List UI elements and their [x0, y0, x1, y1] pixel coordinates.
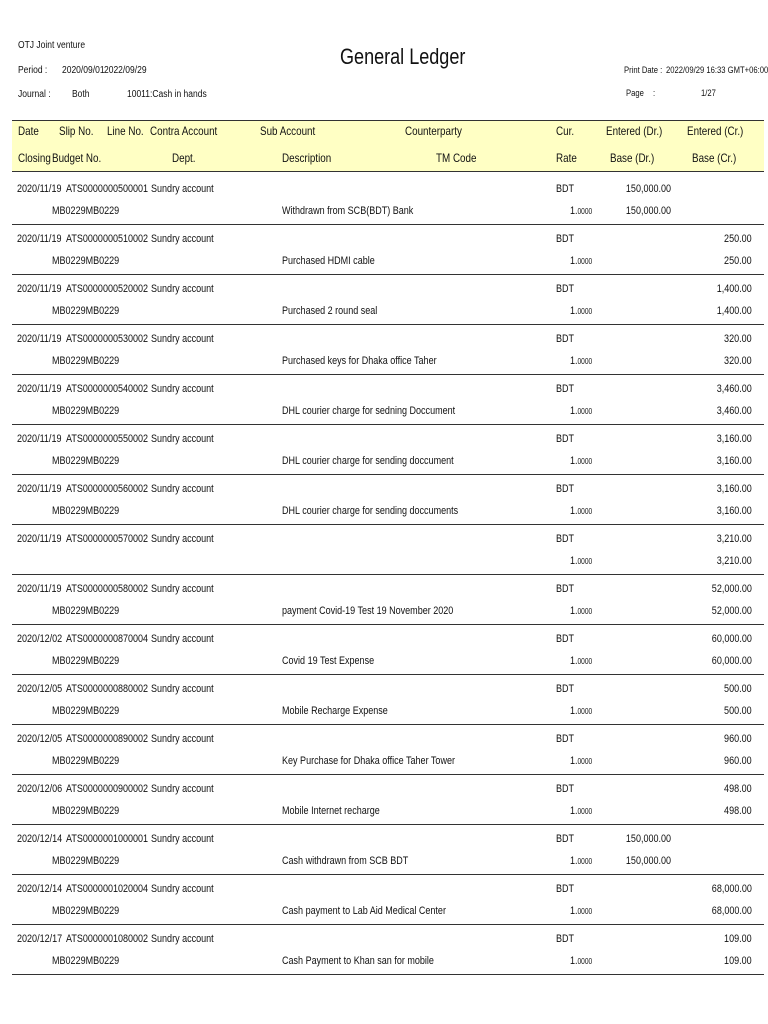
entry-line-no: 0004: [128, 883, 149, 895]
entry-currency: BDT: [556, 633, 575, 645]
entry-rate: [570, 355, 592, 367]
entry-line-no: 0001: [128, 183, 149, 195]
entry-date: 2020/12/17: [17, 933, 63, 945]
entry-rate-dec: 0000: [577, 707, 593, 716]
entry-date: 2020/12/14: [17, 883, 63, 895]
entry-entered-dr: 150,000.00: [625, 833, 671, 845]
col-line-no: Line No.: [107, 124, 144, 138]
entry-currency: BDT: [556, 383, 575, 395]
entry-slip-no: ATS000000102: [66, 883, 129, 895]
entry-description: Cash payment to Lab Aid Medical Center: [282, 905, 446, 917]
entry-budget-no: MB0229MB0229: [52, 805, 120, 817]
entry-rate: [570, 305, 592, 317]
entry-slip-no: ATS000000054: [66, 383, 129, 395]
entry-entered-cr: 60,000.00: [711, 633, 752, 645]
entry-base-cr: 500.00: [724, 705, 752, 717]
entry-rate-int: 1.: [570, 755, 578, 767]
entry-slip-no: ATS000000050: [66, 183, 129, 195]
entry-budget-no: MB0229MB0229: [52, 605, 120, 617]
entry-base-cr: 3,210.00: [716, 555, 752, 567]
page-number: 1/27: [701, 88, 716, 98]
entry-line-no: 0002: [128, 283, 149, 295]
row-divider: [12, 324, 764, 325]
entry-contra-account: Sundry account: [151, 433, 214, 445]
print-date-value: 2022/09/29 16:33 GMT+06:00: [666, 65, 768, 75]
col-closing: Closing: [18, 151, 51, 165]
col-base-cr: Base (Cr.): [692, 151, 737, 165]
entry-base-cr: 52,000.00: [711, 605, 752, 617]
entry-date: 2020/11/19: [17, 333, 62, 345]
entry-rate: [570, 905, 592, 917]
entry-description: Purchased 2 round seal: [282, 305, 378, 317]
entry-contra-account: Sundry account: [151, 483, 214, 495]
entry-base-dr: 150,000.00: [625, 855, 671, 867]
entry-contra-account: Sundry account: [151, 583, 214, 595]
entry-contra-account: Sundry account: [151, 383, 214, 395]
entry-contra-account: Sundry account: [151, 683, 214, 695]
entry-budget-no: MB0229MB0229: [52, 855, 120, 867]
col-sub-account: Sub Account: [260, 124, 316, 138]
entry-entered-cr: 3,460.00: [716, 383, 752, 395]
entry-rate: [570, 755, 592, 767]
entry-description: Mobile Internet recharge: [282, 805, 380, 817]
entry-budget-no: MB0229MB0229: [52, 955, 120, 967]
entry-entered-cr: 3,160.00: [716, 483, 752, 495]
entry-slip-no: ATS000000100: [66, 833, 129, 845]
entry-date: 2020/11/19: [17, 433, 62, 445]
entry-rate-int: 1.: [570, 705, 578, 717]
row-divider: [12, 774, 764, 775]
entry-entered-cr: 960.00: [724, 733, 752, 745]
journal-value: Both: [72, 89, 90, 100]
entry-rate-dec: 0000: [577, 207, 593, 216]
entry-rate-int: 1.: [570, 905, 578, 917]
entry-contra-account: Sundry account: [151, 533, 214, 545]
entry-description: Cash Payment to Khan san for mobile: [282, 955, 434, 967]
entry-slip-no: ATS000000058: [66, 583, 129, 595]
entry-budget-no: MB0229MB0229: [52, 205, 120, 217]
entry-date: 2020/11/19: [17, 583, 62, 595]
entry-date: 2020/11/19: [17, 283, 62, 295]
entry-base-cr: 60,000.00: [711, 655, 752, 667]
entry-line-no: 0001: [128, 833, 149, 845]
row-divider: [12, 224, 764, 225]
entry-date: 2020/11/19: [17, 533, 62, 545]
entry-contra-account: Sundry account: [151, 283, 214, 295]
entry-line-no: 0002: [128, 583, 149, 595]
entry-currency: BDT: [556, 933, 575, 945]
entry-date: 2020/12/14: [17, 833, 63, 845]
entry-line-no: 0002: [128, 783, 149, 795]
entry-rate-dec: 0000: [577, 607, 593, 616]
entry-entered-cr: 109.00: [724, 933, 752, 945]
entry-line-no: 0002: [128, 433, 149, 445]
entry-currency: BDT: [556, 533, 575, 545]
entry-rate-int: 1.: [570, 805, 578, 817]
entry-rate-int: 1.: [570, 405, 578, 417]
entry-date: 2020/11/19: [17, 383, 62, 395]
entry-currency: BDT: [556, 783, 575, 795]
entry-currency: BDT: [556, 733, 575, 745]
entry-line-no: 0004: [128, 633, 149, 645]
entry-rate-int: 1.: [570, 205, 578, 217]
entry-currency: BDT: [556, 183, 575, 195]
entry-rate: [570, 505, 592, 517]
entry-rate-dec: 0000: [577, 857, 593, 866]
entry-entered-cr: 3,160.00: [716, 433, 752, 445]
entry-base-cr: 1,400.00: [716, 305, 752, 317]
entry-line-no: 0002: [128, 683, 149, 695]
entry-entered-cr: 250.00: [724, 233, 752, 245]
entry-currency: BDT: [556, 433, 575, 445]
entry-budget-no: MB0229MB0229: [52, 705, 120, 717]
journal-label: Journal :: [18, 89, 51, 100]
entry-budget-no: MB0229MB0229: [52, 355, 120, 367]
entry-description: Covid 19 Test Expense: [282, 655, 375, 667]
entry-base-cr: 3,460.00: [716, 405, 752, 417]
entry-date: 2020/11/19: [17, 183, 62, 195]
row-divider: [12, 624, 764, 625]
entry-entered-cr: 320.00: [724, 333, 752, 345]
entry-slip-no: ATS000000057: [66, 533, 129, 545]
col-rate: Rate: [556, 151, 577, 165]
entry-entered-cr: 3,210.00: [716, 533, 752, 545]
entry-budget-no: MB0229MB0229: [52, 505, 120, 517]
entry-rate-int: 1.: [570, 955, 578, 967]
entry-rate: [570, 255, 592, 267]
entry-base-cr: 960.00: [724, 755, 752, 767]
entry-rate-int: 1.: [570, 855, 578, 867]
entry-currency: BDT: [556, 683, 575, 695]
col-currency: Cur.: [556, 124, 575, 138]
entry-rate-dec: 0000: [577, 507, 593, 516]
entry-description: DHL courier charge for sedning Doccument: [282, 405, 456, 417]
col-entered-cr: Entered (Cr.): [687, 124, 744, 138]
period-to: 2022/09/29: [104, 65, 147, 76]
entry-base-cr: 109.00: [724, 955, 752, 967]
entry-budget-no: MB0229MB0229: [52, 655, 120, 667]
col-tm-code: TM Code: [436, 151, 477, 165]
entry-contra-account: Sundry account: [151, 733, 214, 745]
entry-description: DHL courier charge for sending doccument: [282, 455, 454, 467]
entry-description: Mobile Recharge Expense: [282, 705, 388, 717]
entry-line-no: 0002: [128, 383, 149, 395]
entry-base-cr: 68,000.00: [711, 905, 752, 917]
entry-line-no: 0002: [128, 733, 149, 745]
entry-entered-dr: 150,000.00: [625, 183, 671, 195]
entry-base-cr: 3,160.00: [716, 505, 752, 517]
entry-description: Cash withdrawn from SCB BDT: [282, 855, 409, 867]
row-divider: [12, 574, 764, 575]
entry-description: DHL courier charge for sending doccuments: [282, 505, 459, 517]
entry-contra-account: Sundry account: [151, 933, 214, 945]
entry-base-dr: 150,000.00: [625, 205, 671, 217]
entry-rate: [570, 805, 592, 817]
entry-currency: BDT: [556, 833, 575, 845]
entry-currency: BDT: [556, 333, 575, 345]
col-dept: Dept.: [172, 151, 196, 165]
entry-entered-cr: 68,000.00: [711, 883, 752, 895]
entry-description: Purchased HDMI cable: [282, 255, 375, 267]
entry-slip-no: ATS000000087: [66, 633, 129, 645]
print-date-label: Print Date :: [624, 65, 663, 75]
entry-slip-no: ATS000000108: [66, 933, 129, 945]
entry-rate-dec: 0000: [577, 807, 593, 816]
entry-budget-no: MB0229MB0229: [52, 755, 120, 767]
entry-rate-dec: 0000: [577, 457, 593, 466]
entry-line-no: 0002: [128, 333, 149, 345]
entry-rate: [570, 955, 592, 967]
entry-slip-no: ATS000000056: [66, 483, 129, 495]
entry-currency: BDT: [556, 883, 575, 895]
row-divider: [12, 874, 764, 875]
entry-rate-dec: 0000: [577, 957, 593, 966]
entry-slip-no: ATS000000089: [66, 733, 129, 745]
entry-base-cr: 498.00: [724, 805, 752, 817]
entry-slip-no: ATS000000051: [66, 233, 129, 245]
entry-slip-no: ATS000000053: [66, 333, 129, 345]
entry-line-no: 0002: [128, 233, 149, 245]
entry-line-no: 0002: [128, 533, 149, 545]
entry-rate-int: 1.: [570, 255, 578, 267]
entry-rate-dec: 0000: [577, 557, 593, 566]
period-label: Period :: [18, 65, 48, 76]
col-budget-no: Budget No.: [52, 151, 102, 165]
entry-rate-int: 1.: [570, 505, 578, 517]
entry-slip-no: ATS000000088: [66, 683, 129, 695]
col-entered-dr: Entered (Dr.): [606, 124, 663, 138]
entry-date: 2020/12/06: [17, 783, 63, 795]
entry-budget-no: MB0229MB0229: [52, 405, 120, 417]
row-divider: [12, 824, 764, 825]
entry-entered-cr: 52,000.00: [711, 583, 752, 595]
entry-date: 2020/11/19: [17, 233, 62, 245]
col-counterparty: Counterparty: [405, 124, 462, 138]
entry-date: 2020/11/19: [17, 483, 62, 495]
entry-contra-account: Sundry account: [151, 833, 214, 845]
row-divider: [12, 724, 764, 725]
entry-budget-no: MB0229MB0229: [52, 455, 120, 467]
entry-budget-no: MB0229MB0229: [52, 255, 120, 267]
entry-currency: BDT: [556, 483, 575, 495]
entry-rate-dec: 0000: [577, 257, 593, 266]
entry-rate: [570, 205, 592, 217]
entry-entered-cr: 500.00: [724, 683, 752, 695]
page-colon: :: [653, 88, 656, 98]
entry-base-cr: 250.00: [724, 255, 752, 267]
entry-rate-dec: 0000: [577, 757, 593, 766]
entry-currency: BDT: [556, 583, 575, 595]
row-divider: [12, 274, 764, 275]
entry-date: 2020/12/02: [17, 633, 63, 645]
col-contra-account: Contra Account: [150, 124, 218, 138]
report-title: General Ledger: [340, 44, 466, 69]
entry-currency: BDT: [556, 233, 575, 245]
row-divider: [12, 424, 764, 425]
entry-contra-account: Sundry account: [151, 783, 214, 795]
entry-entered-cr: 498.00: [724, 783, 752, 795]
row-divider: [12, 974, 764, 975]
entry-rate-int: 1.: [570, 655, 578, 667]
entry-currency: BDT: [556, 283, 575, 295]
entry-rate: [570, 455, 592, 467]
row-divider: [12, 374, 764, 375]
entry-date: 2020/12/05: [17, 733, 63, 745]
entry-rate-int: 1.: [570, 305, 578, 317]
entry-date: 2020/12/05: [17, 683, 63, 695]
entry-contra-account: Sundry account: [151, 233, 214, 245]
entry-contra-account: Sundry account: [151, 333, 214, 345]
entry-line-no: 0002: [128, 483, 149, 495]
col-date: Date: [18, 124, 39, 138]
entry-description: Key Purchase for Dhaka office Taher Tower: [282, 755, 455, 767]
entry-rate: [570, 705, 592, 717]
entry-slip-no: ATS000000052: [66, 283, 129, 295]
col-slip-no: Slip No.: [59, 124, 94, 138]
entry-rate: [570, 405, 592, 417]
entry-rate-int: 1.: [570, 355, 578, 367]
entry-base-cr: 3,160.00: [716, 455, 752, 467]
entry-rate-dec: 0000: [577, 907, 593, 916]
entry-contra-account: Sundry account: [151, 183, 214, 195]
entry-rate-int: 1.: [570, 605, 578, 617]
row-divider: [12, 924, 764, 925]
entry-rate: [570, 605, 592, 617]
entry-rate-dec: 0000: [577, 357, 593, 366]
entry-rate-dec: 0000: [577, 657, 593, 666]
entry-rate-int: 1.: [570, 455, 578, 467]
entry-base-cr: 320.00: [724, 355, 752, 367]
row-divider: [12, 474, 764, 475]
entry-slip-no: ATS000000090: [66, 783, 129, 795]
col-base-dr: Base (Dr.): [610, 151, 655, 165]
entry-description: Purchased keys for Dhaka office Taher: [282, 355, 437, 367]
entry-rate-dec: 0000: [577, 307, 593, 316]
entry-rate: [570, 655, 592, 667]
company-name: OTJ Joint venture: [18, 40, 86, 51]
entry-budget-no: MB0229MB0229: [52, 305, 120, 317]
entry-rate: [570, 555, 592, 567]
entry-contra-account: Sundry account: [151, 633, 214, 645]
entry-budget-no: MB0229MB0229: [52, 905, 120, 917]
entry-line-no: 0002: [128, 933, 149, 945]
entry-rate: [570, 855, 592, 867]
page-label: Page: [626, 88, 644, 98]
row-divider: [12, 524, 764, 525]
entry-rate-int: 1.: [570, 555, 578, 567]
row-divider: [12, 674, 764, 675]
col-description: Description: [282, 151, 332, 165]
entry-entered-cr: 1,400.00: [716, 283, 752, 295]
entry-description: Withdrawn from SCB(BDT) Bank: [282, 205, 414, 217]
entry-contra-account: Sundry account: [151, 883, 214, 895]
entry-rate-dec: 0000: [577, 407, 593, 416]
period-from: 2020/09/01: [62, 65, 105, 76]
entry-slip-no: ATS000000055: [66, 433, 129, 445]
account-name: 10011:Cash in hands: [127, 89, 207, 100]
entry-description: payment Covid-19 Test 19 November 2020: [282, 605, 454, 617]
